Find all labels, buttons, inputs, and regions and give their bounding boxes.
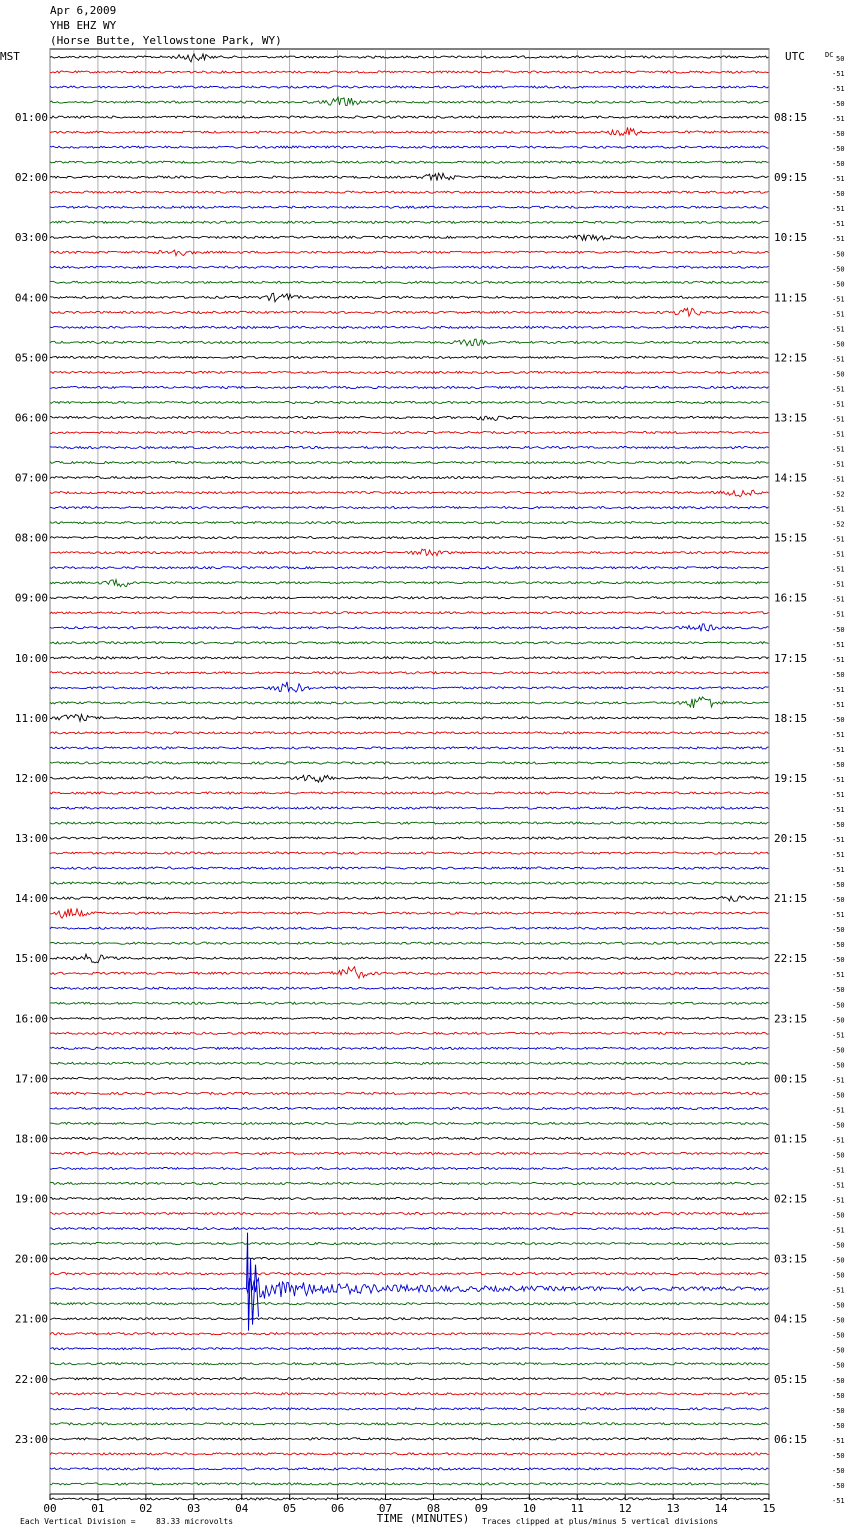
dc-offset: -51 [832,775,845,784]
hour-label-mst: 02:00 [14,171,48,185]
seismic-trace [50,416,769,420]
seismic-trace [50,1438,769,1440]
hour-label-mst: 18:00 [14,1132,48,1146]
dc-offset: -51 [832,836,845,845]
dc-offset: -50 [832,1421,845,1430]
seismic-trace [50,446,769,448]
seismic-trace [50,308,769,316]
dc-offset: -51 [832,1136,845,1145]
seismic-trace [50,339,769,346]
footer-division-value: 83.33 microvolts [156,1517,234,1526]
traces [50,54,769,1500]
seismic-trace [50,954,769,963]
hour-label-mst: 12:00 [14,771,48,785]
x-tick-label: 01 [91,1502,105,1515]
seismic-trace [50,1333,769,1335]
dc-offset: -50 [832,821,845,830]
seismic-trace [50,1107,769,1109]
dc-offset: -50 [832,1211,845,1220]
seismic-trace [50,714,769,721]
seismic-trace [50,697,769,708]
seismic-trace [50,762,769,764]
dc-offset: -50 [832,1466,845,1475]
dc-offset: -50 [832,760,845,769]
x-tick-label: 13 [666,1502,680,1515]
dc-offset: -50 [832,1256,845,1265]
dc-offset: -51 [832,400,845,409]
dc-offset: -50 [832,926,845,935]
hour-label-mst: 11:00 [14,711,48,725]
hour-label-mst: 09:00 [14,591,48,605]
dc-offset: -51 [832,535,845,544]
dc-offset: -50 [832,625,845,634]
hour-label-utc: 03:15 [774,1252,808,1266]
seismic-trace [50,927,769,929]
hour-label-utc: 09:15 [774,171,808,185]
dc-offset: -51 [832,1181,845,1190]
dc-offset: -51 [832,700,845,709]
dc-offset: -51 [832,851,845,860]
x-tick-label: 15 [762,1502,776,1515]
dc-offset: -51 [832,806,845,814]
seismic-trace [50,1378,769,1380]
hour-label-utc: 19:15 [774,771,808,785]
dc-offset: -50 [832,1301,845,1310]
seismic-trace [50,1047,769,1049]
dc-offset: -50 [832,956,845,965]
seismic-trace [50,356,769,358]
footer-division-label: Each Vertical Division = [20,1517,136,1526]
dc-offset: -50 [832,1316,845,1325]
dc-offset: -51 [832,430,845,439]
hour-label-mst: 06:00 [14,411,48,425]
hour-label-mst: 16:00 [14,1012,48,1026]
seismic-trace [50,837,769,839]
seismic-trace [50,792,769,794]
hour-label-mst: 20:00 [14,1252,48,1266]
seismic-trace [50,1468,769,1470]
seismic-trace [50,672,769,674]
dc-offset: -50 [832,265,845,274]
seismic-trace [50,1167,769,1169]
hour-label-mst: 19:00 [14,1192,48,1206]
dc-offset: -50 [832,1061,845,1070]
seismic-trace [50,1348,769,1350]
dc-offset: -51 [832,475,845,484]
hour-label-mst: 21:00 [14,1312,48,1326]
dc-offset: -50 [832,1451,845,1460]
dc-offset: -51 [832,580,845,589]
seismic-trace [50,1498,769,1500]
dc-offset: -51 [832,505,845,514]
seismic-trace [50,1197,769,1199]
seismic-trace [50,1062,769,1064]
dc-offset: -51 [832,175,845,184]
seismic-trace [50,461,769,463]
dc-offset: -51 [832,745,845,754]
dc-offset: -51 [832,866,845,875]
left-axis-label: MST [0,50,20,63]
dc-offset: -50 [832,1016,845,1025]
seismic-trace [50,281,769,283]
seismic-trace [50,191,769,193]
seismic-trace [50,1483,769,1485]
hour-label-utc: 18:15 [774,711,808,725]
dc-offset: -51 [832,325,845,334]
dc-offset: -50 [832,145,845,154]
hour-label-utc: 21:15 [774,892,808,906]
seismic-trace [50,867,769,869]
seismic-trace [50,1137,769,1139]
hour-label-utc: 02:15 [774,1192,808,1206]
dc-offset: -51 [832,115,845,124]
seismic-trace [50,1092,769,1094]
hour-label-mst: 07:00 [14,471,48,485]
dc-offset: -50 [832,1271,845,1280]
hour-label-mst: 05:00 [14,351,48,365]
seismic-trace [50,477,769,479]
dc-offset: -51 [832,790,845,799]
seismic-trace [50,1363,769,1365]
seismic-trace [50,1278,769,1298]
dc-offset: -51 [832,460,845,469]
seismic-trace [50,682,769,692]
seismic-trace [50,732,769,734]
x-tick-label: 00 [43,1502,57,1515]
hour-label-mst: 22:00 [14,1372,48,1386]
hour-label-mst: 10:00 [14,651,48,665]
dc-offset: -51 [832,565,845,574]
x-tick-label: 08 [426,1502,441,1515]
hour-label-utc: 20:15 [774,832,808,846]
dc-offset: -50 [832,160,845,169]
x-tick-label: 06 [330,1502,345,1515]
dc-offset: -50 [832,1241,845,1250]
seismic-trace [50,371,769,373]
dc-offset: -51 [832,70,845,79]
earthquake-spike [247,1233,259,1331]
seismic-trace [50,326,769,328]
dc-offset: -50 [832,1331,845,1340]
dc-offset: -50 [832,670,845,679]
hour-label-utc: 14:15 [774,471,808,485]
seismic-trace [50,1032,769,1034]
dc-offset: -51 [832,595,845,604]
seismic-trace [50,54,769,62]
hour-label-utc: 15:15 [774,531,808,545]
seismic-trace [50,1453,769,1455]
dc-offset: -50 [832,1151,845,1160]
x-tick-label: 12 [618,1502,632,1515]
dc-offset: -50 [832,190,845,199]
seismic-trace [50,1393,769,1395]
dc-offset: -50 [832,1376,845,1385]
dc-offset: -50 [832,340,845,349]
seismic-trace [50,1408,769,1410]
dc-offset: -50 [832,715,845,724]
seismic-trace [50,97,769,105]
hour-label-mst: 03:00 [14,231,48,245]
hour-label-mst: 04:00 [14,291,48,305]
seismic-trace [50,250,769,256]
dc-offset: -50 [832,280,845,289]
dc-offset: -51 [832,445,845,454]
seismic-trace [50,1122,769,1124]
seismic-trace [50,1152,769,1154]
seismic-trace [50,507,769,509]
seismic-trace [50,775,769,782]
hour-label-utc: 11:15 [774,291,808,305]
seismic-trace [50,967,769,979]
seismic-trace [50,1002,769,1004]
seismic-trace [50,161,769,163]
hour-label-utc: 01:15 [774,1132,808,1146]
seismic-trace [50,1243,769,1245]
seismic-trace [50,852,769,854]
dc-offset: -51 [832,205,845,214]
dc-offset: -51 [832,235,845,244]
dc-label: DC [825,51,834,59]
seismic-trace [50,116,769,118]
hour-label-mst: 08:00 [14,531,48,545]
hour-label-mst: 14:00 [14,892,48,906]
hour-label-utc: 10:15 [774,231,808,245]
seismic-trace [50,490,769,496]
seismic-trace [50,747,769,749]
seismic-trace [50,431,769,433]
dc-offset: -50 [832,250,845,259]
dc-offset: -51 [832,730,845,739]
dc-offset: -50 [832,1346,845,1355]
x-tick-label: 05 [283,1502,297,1515]
dc-offset: -51 [832,295,845,304]
dc-offset: -50 [832,986,845,995]
seismic-trace [50,522,769,524]
seismic-trace [50,822,769,824]
dc-offset: -51 [832,1031,845,1040]
dc-offset: -52 [832,490,845,499]
dc-offset: -51 [832,355,845,364]
hour-label-mst: 17:00 [14,1072,48,1086]
seismic-trace [50,266,769,268]
dc-offset: -50 [832,896,845,905]
hour-label-mst: 23:00 [14,1432,48,1446]
seismic-trace [50,206,769,208]
seismic-trace [50,1212,769,1214]
seismic-trace [50,567,769,569]
hour-label-utc: 16:15 [774,591,808,605]
seismic-trace [50,401,769,403]
seismic-trace [50,71,769,73]
hour-label-utc: 12:15 [774,351,808,365]
hour-label-utc: 06:15 [774,1432,808,1446]
dc-offset: -51 [832,1436,845,1445]
dc-offset: -51 [832,655,845,664]
seismic-trace [50,1273,769,1275]
seismic-trace [50,221,769,223]
seismic-trace [50,1017,769,1019]
seismic-trace [50,612,769,614]
x-tick-label: 14 [714,1502,728,1515]
hour-label-utc: 13:15 [774,411,808,425]
dc-offset: -51 [832,85,845,94]
seismic-trace [50,987,769,989]
x-tick-label: 04 [235,1502,249,1515]
seismic-trace [50,537,769,539]
x-tick-label: 11 [570,1502,584,1515]
dc-offset: -51 [832,1076,845,1085]
dc-offset: -50 [832,100,845,109]
seismic-trace [50,882,769,884]
seismic-trace [50,549,769,556]
dc-offset: -51 [832,1106,845,1115]
seismic-trace [50,1077,769,1079]
hour-label-mst: 01:00 [14,111,48,125]
dc-offset: 50 [836,55,845,63]
seismic-trace [50,1303,769,1305]
seismic-trace [50,173,769,181]
x-tick-label: 02 [139,1502,153,1515]
seismic-trace [50,597,769,599]
hour-label-utc: 05:15 [774,1372,808,1386]
dc-offset: -51 [832,1226,845,1235]
x-tick-label: 07 [378,1502,393,1515]
right-axis-label: UTC [785,50,805,63]
dc-offset: -50 [832,881,845,890]
dc-offset: -51 [832,220,845,229]
dc-offset: -51 [832,1496,845,1505]
hour-label-utc: 04:15 [774,1312,808,1326]
seismic-trace [50,807,769,809]
seismic-trace [50,580,769,587]
dc-offset: -51 [832,640,845,649]
dc-offset: -50 [832,370,845,379]
dc-offset: -52 [832,520,845,529]
dc-offset: -50 [832,1046,845,1055]
dc-offset: -50 [832,1391,845,1400]
footer-clip-note: Traces clipped at plus/minus 5 vertical divisions [482,1517,719,1526]
seismic-trace [50,235,769,241]
seismic-trace [50,908,769,918]
dc-offset: -50 [832,941,845,950]
location-label: (Horse Butte, Yellowstone Park, WY) [50,34,282,47]
seismic-trace [50,1318,769,1320]
seismic-trace [50,624,769,631]
seismic-trace [50,1423,769,1425]
dc-offset: -51 [832,971,845,980]
dc-offset: -50 [832,130,845,139]
x-tick-label: 10 [522,1502,536,1515]
hour-label-utc: 00:15 [774,1072,808,1086]
hour-label-mst: 15:00 [14,952,48,966]
dc-offset: -50 [832,1481,845,1490]
dc-offset: -51 [832,385,845,394]
seismic-trace [50,86,769,88]
hour-label-utc: 08:15 [774,111,808,125]
dc-offset: -51 [832,610,845,619]
x-tick-label: 03 [187,1502,201,1515]
seismic-trace [50,896,769,902]
seismic-trace [50,1182,769,1184]
dc-offset: -50 [832,1121,845,1130]
seismic-trace [50,293,769,302]
dc-offset: -51 [832,1286,845,1295]
date-label: Apr 6,2009 [50,4,117,17]
dc-offset: -51 [832,1196,845,1205]
dc-offset: -50 [832,1001,845,1010]
dc-offset: -51 [832,415,845,424]
dc-offset: -51 [832,911,845,920]
dc-offset: -50 [832,1091,845,1100]
seismic-trace [50,127,769,135]
seismic-trace [50,1258,769,1260]
station-label: YHB EHZ WY [50,19,117,32]
seismic-trace [50,642,769,644]
x-axis-label: TIME (MINUTES) [376,1512,470,1525]
seismic-trace [50,146,769,148]
hour-label-utc: 22:15 [774,952,808,966]
seismic-trace [50,657,769,659]
plot-frame [50,49,769,1494]
seismic-trace [50,942,769,944]
hour-label-mst: 13:00 [14,832,48,846]
dc-offset: -51 [832,685,845,694]
hour-label-utc: 23:15 [774,1012,808,1026]
dc-offset: -51 [832,550,845,559]
dc-offset: -51 [832,1166,845,1175]
x-tick-label: 09 [474,1502,489,1515]
seismic-trace [50,1228,769,1230]
dc-offset: -50 [832,1406,845,1415]
seismic-trace [50,386,769,388]
hour-label-utc: 17:15 [774,651,808,665]
dc-offset: -51 [832,310,845,319]
dc-offset: -50 [832,1361,845,1370]
